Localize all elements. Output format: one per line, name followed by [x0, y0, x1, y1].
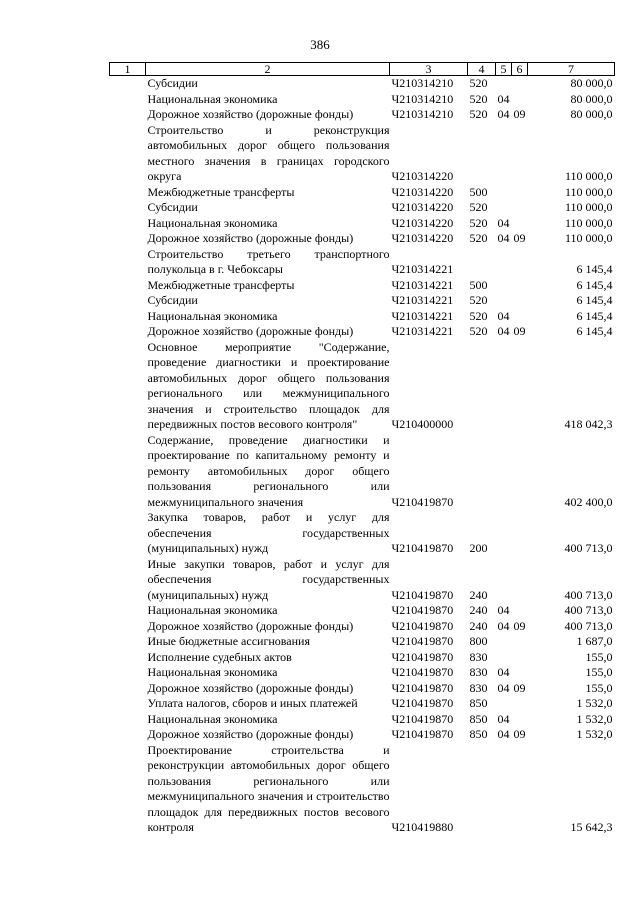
blank — [110, 309, 146, 325]
row-section — [496, 433, 512, 511]
blank — [110, 603, 146, 619]
row-amount: 6 145,4 — [576, 262, 613, 276]
row-code: Ч210419870 — [391, 634, 454, 648]
row-amount: 155,0 — [585, 649, 613, 664]
table-row — [110, 681, 615, 697]
row-code: Ч210400000 — [391, 417, 454, 431]
blank — [110, 340, 146, 433]
table-row — [110, 278, 615, 294]
row-name: Исполнение судебных актов — [147, 649, 292, 664]
row-name: Строительство и реконструкция автомобильных дорог общего пользования местного значения в границах городского округа — [147, 122, 390, 183]
row-amount: 1 532,0 — [576, 696, 613, 710]
row-code: Ч210419870 — [391, 541, 454, 555]
row-section — [496, 510, 512, 557]
row-code: Ч210419870 — [391, 618, 454, 633]
blank — [110, 293, 146, 309]
row-amount: 80 000,0 — [570, 76, 613, 90]
row-subsection — [512, 92, 528, 108]
row-code: Ч210419870 — [391, 727, 454, 741]
row-subsection — [512, 433, 528, 511]
row-subsection — [512, 76, 528, 92]
table-row — [110, 231, 615, 247]
table-row — [110, 619, 615, 635]
row-name: Национальная экономика — [147, 91, 278, 106]
row-name: Закупка товаров, работ и услуг для обеспечения государственных (муниципальных) нужд — [147, 510, 390, 555]
row-name: Национальная экономика — [147, 665, 278, 679]
blank — [110, 650, 146, 666]
row-expense-type: 500 — [469, 277, 488, 292]
table-header — [110, 63, 615, 76]
table-row — [110, 200, 615, 216]
table-row — [110, 185, 615, 201]
row-section: 04 — [497, 215, 510, 230]
row-subsection — [512, 185, 528, 201]
blank — [110, 123, 146, 185]
row-code: Ч210419870 — [391, 665, 454, 679]
row-section — [496, 696, 512, 712]
row-expense-type: 520 — [469, 215, 488, 230]
row-code: Ч210314220 — [391, 231, 454, 245]
table-row — [110, 324, 615, 340]
blank — [110, 216, 146, 232]
row-section: 04 — [497, 727, 510, 741]
row-section — [496, 185, 512, 201]
table-row — [110, 107, 615, 123]
header-col-2: 2 — [146, 63, 390, 76]
row-subsection: 09 — [513, 231, 526, 245]
row-subsection — [512, 557, 528, 604]
row-subsection — [512, 340, 528, 433]
row-subsection — [512, 309, 528, 325]
row-amount: 155,0 — [585, 665, 613, 679]
row-expense-type: 500 — [469, 184, 488, 199]
row-subsection — [512, 712, 528, 728]
blank — [110, 92, 146, 108]
row-section: 04 — [497, 231, 510, 245]
row-name: Строительство третьего транспортного полукольца в г. Чебоксары — [147, 246, 390, 276]
row-subsection: 09 — [513, 107, 526, 121]
blank — [110, 510, 146, 557]
table-row — [110, 696, 615, 712]
row-section — [496, 76, 512, 92]
blank — [110, 743, 146, 836]
row-expense-type: 850 — [469, 696, 488, 710]
row-subsection — [512, 278, 528, 294]
row-name: Уплата налогов, сборов и иных платежей — [147, 696, 358, 710]
row-section: 04 — [497, 324, 510, 338]
row-amount: 15 642,3 — [570, 820, 613, 834]
row-subsection — [512, 123, 528, 185]
row-expense-type — [468, 123, 496, 185]
blank — [110, 324, 146, 340]
blank — [110, 433, 146, 511]
row-subsection — [512, 603, 528, 619]
row-amount: 110 000,0 — [564, 231, 613, 245]
table-row — [110, 340, 615, 433]
row-section — [496, 123, 512, 185]
blank — [110, 557, 146, 604]
row-name: Иные закупки товаров, работ и услуг для обеспечения государственных (муниципальных) нужд — [147, 556, 390, 602]
row-code: Ч210314221 — [391, 308, 454, 323]
row-name: Национальная экономика — [147, 308, 278, 323]
table-row — [110, 743, 615, 836]
row-name: Национальная экономика — [147, 603, 278, 617]
row-amount: 110 000,0 — [564, 215, 613, 230]
row-amount: 1 532,0 — [576, 711, 613, 726]
row-section: 04 — [497, 680, 510, 695]
table-row — [110, 216, 615, 232]
row-section: 04 — [497, 308, 510, 323]
row-expense-type: 830 — [469, 649, 488, 664]
row-name: Субсидии — [147, 293, 198, 307]
header-col-1: 1 — [110, 63, 146, 76]
row-expense-type — [468, 743, 496, 836]
row-section: 04 — [497, 107, 510, 121]
row-section — [496, 340, 512, 433]
row-expense-type — [468, 247, 496, 278]
row-amount: 6 145,4 — [576, 277, 613, 292]
row-amount: 80 000,0 — [570, 107, 613, 121]
row-code: Ч210314221 — [391, 277, 454, 292]
header-col-3: 3 — [390, 63, 468, 76]
header-col-4: 4 — [468, 63, 496, 76]
table-row — [110, 433, 615, 511]
row-name: Проектирование строительства и реконструкции автомобильных дорог общего пользования регионального или межмуниципального значения и строительство площадок для передвижных постов весового контроля — [147, 742, 390, 834]
row-name: Национальная экономика — [147, 215, 278, 230]
row-expense-type: 200 — [469, 541, 488, 555]
row-code: Ч210314210 — [391, 91, 454, 106]
row-expense-type: 830 — [469, 665, 488, 679]
row-expense-type: 520 — [469, 324, 488, 338]
blank — [110, 727, 146, 743]
row-subsection — [512, 743, 528, 836]
row-name: Национальная экономика — [147, 711, 278, 726]
row-name: Субсидии — [147, 76, 198, 90]
blank — [110, 107, 146, 123]
row-section: 04 — [497, 665, 510, 679]
table-row — [110, 712, 615, 728]
row-name: Дорожное хозяйство (дорожные фонды) — [147, 231, 354, 245]
row-expense-type — [468, 433, 496, 511]
row-section — [496, 650, 512, 666]
row-subsection — [512, 216, 528, 232]
row-expense-type: 520 — [469, 107, 488, 121]
row-amount: 110 000,0 — [564, 200, 613, 214]
row-section — [496, 278, 512, 294]
table-row — [110, 603, 615, 619]
row-amount: 1 532,0 — [576, 727, 613, 741]
row-amount: 418 042,3 — [564, 417, 613, 431]
row-name: Основное мероприятие "Содержание, проведение диагностики и проектирование автомобильных дорог общего пользования регионального или межмуниципального значения и строительство площадок для передвижных постов весового контроля" — [147, 339, 390, 431]
row-name: Дорожное хозяйство (дорожные фонды) — [147, 680, 354, 695]
row-subsection — [512, 510, 528, 557]
row-section: 04 — [497, 618, 510, 633]
row-expense-type: 520 — [469, 308, 488, 323]
row-expense-type: 240 — [469, 603, 488, 617]
budget-table — [109, 62, 615, 836]
row-expense-type: 520 — [469, 200, 488, 214]
row-expense-type: 800 — [469, 634, 488, 648]
blank — [110, 200, 146, 216]
header-row — [110, 63, 615, 76]
row-name: Дорожное хозяйство (дорожные фонды) — [147, 618, 354, 633]
row-amount: 400 713,0 — [564, 587, 613, 602]
row-expense-type: 240 — [469, 587, 488, 602]
row-expense-type — [468, 340, 496, 433]
row-code: Ч210419870 — [391, 587, 454, 602]
row-subsection: 09 — [513, 680, 526, 695]
row-code: Ч210419870 — [391, 494, 454, 509]
table-row — [110, 634, 615, 650]
row-name: Межбюджетные трансферты — [147, 184, 295, 199]
blank — [110, 76, 146, 92]
blank — [110, 185, 146, 201]
row-code: Ч210314220 — [391, 215, 454, 230]
table-row — [110, 557, 615, 604]
row-section: 04 — [497, 711, 510, 726]
row-code: Ч210419870 — [391, 696, 454, 710]
table-row — [110, 76, 615, 92]
blank — [110, 619, 146, 635]
table-row — [110, 123, 615, 185]
row-section — [496, 200, 512, 216]
row-amount: 155,0 — [585, 680, 613, 695]
row-amount: 110 000,0 — [564, 169, 613, 183]
row-name: Межбюджетные трансферты — [147, 277, 295, 292]
row-code: Ч210419870 — [391, 603, 454, 617]
row-section — [496, 293, 512, 309]
row-amount: 400 713,0 — [564, 618, 613, 633]
table-row — [110, 293, 615, 309]
row-code: Ч210314221 — [391, 324, 454, 338]
row-name: Дорожное хозяйство (дорожные фонды) — [147, 324, 354, 338]
row-subsection: 09 — [513, 727, 526, 741]
row-section: 04 — [497, 91, 510, 106]
row-code: Ч210314221 — [391, 262, 454, 276]
row-amount: 400 713,0 — [564, 541, 613, 555]
row-expense-type: 520 — [469, 91, 488, 106]
row-expense-type: 520 — [469, 231, 488, 245]
header-col-5: 5 — [496, 63, 512, 76]
header-col-6: 6 — [512, 63, 528, 76]
blank — [110, 712, 146, 728]
row-section — [496, 634, 512, 650]
row-subsection — [512, 247, 528, 278]
row-name: Дорожное хозяйство (дорожные фонды) — [147, 107, 354, 121]
row-amount: 402 400,0 — [564, 494, 613, 509]
row-code: Ч210419880 — [391, 820, 454, 834]
row-code: Ч210314220 — [391, 200, 454, 214]
blank — [110, 231, 146, 247]
table-row — [110, 727, 615, 743]
row-expense-type: 850 — [469, 711, 488, 726]
row-name: Дорожное хозяйство (дорожные фонды) — [147, 727, 354, 741]
table-row — [110, 665, 615, 681]
row-amount: 6 145,4 — [576, 293, 613, 307]
row-subsection: 09 — [513, 618, 526, 633]
row-amount: 6 145,4 — [576, 324, 613, 338]
row-subsection — [512, 293, 528, 309]
table-row — [110, 650, 615, 666]
row-section: 04 — [497, 603, 510, 617]
row-code: Ч210314220 — [391, 184, 454, 199]
row-amount: 400 713,0 — [564, 603, 613, 617]
table-row — [110, 510, 615, 557]
row-subsection — [512, 200, 528, 216]
row-section — [496, 743, 512, 836]
row-amount: 1 687,0 — [576, 634, 613, 648]
blank — [110, 696, 146, 712]
row-expense-type: 830 — [469, 680, 488, 695]
table-row — [110, 247, 615, 278]
row-expense-type: 520 — [469, 76, 488, 90]
table-row — [110, 309, 615, 325]
table-row — [110, 92, 615, 108]
row-name: Содержание, проведение диагностики и проектирование по капитальному ремонту и ремонту автомобильных дорог общего пользования регионального или межмуниципального значения — [147, 432, 390, 509]
row-name: Субсидии — [147, 200, 198, 214]
row-amount: 80 000,0 — [570, 91, 613, 106]
row-section — [496, 247, 512, 278]
row-subsection — [512, 696, 528, 712]
row-subsection — [512, 634, 528, 650]
page-number: 386 — [310, 37, 330, 52]
blank — [110, 681, 146, 697]
row-code: Ч210314210 — [391, 76, 454, 90]
row-subsection — [512, 650, 528, 666]
blank — [110, 665, 146, 681]
row-code: Ч210314221 — [391, 293, 454, 307]
row-section — [496, 557, 512, 604]
row-code: Ч210419870 — [391, 680, 454, 695]
row-code: Ч210314210 — [391, 107, 454, 121]
row-name: Иные бюджетные ассигнования — [147, 634, 310, 648]
row-expense-type: 850 — [469, 727, 488, 741]
row-expense-type: 240 — [469, 618, 488, 633]
row-subsection — [512, 665, 528, 681]
row-amount: 110 000,0 — [564, 184, 613, 199]
blank — [110, 634, 146, 650]
table-body — [110, 76, 615, 836]
row-code: Ч210419870 — [391, 649, 454, 664]
row-code: Ч210419870 — [391, 711, 454, 726]
row-code: Ч210314220 — [391, 169, 454, 183]
row-subsection: 09 — [513, 324, 526, 338]
row-amount: 6 145,4 — [576, 308, 613, 323]
header-col-7: 7 — [528, 63, 615, 76]
blank — [110, 278, 146, 294]
blank — [110, 247, 146, 278]
row-expense-type: 520 — [469, 293, 488, 307]
